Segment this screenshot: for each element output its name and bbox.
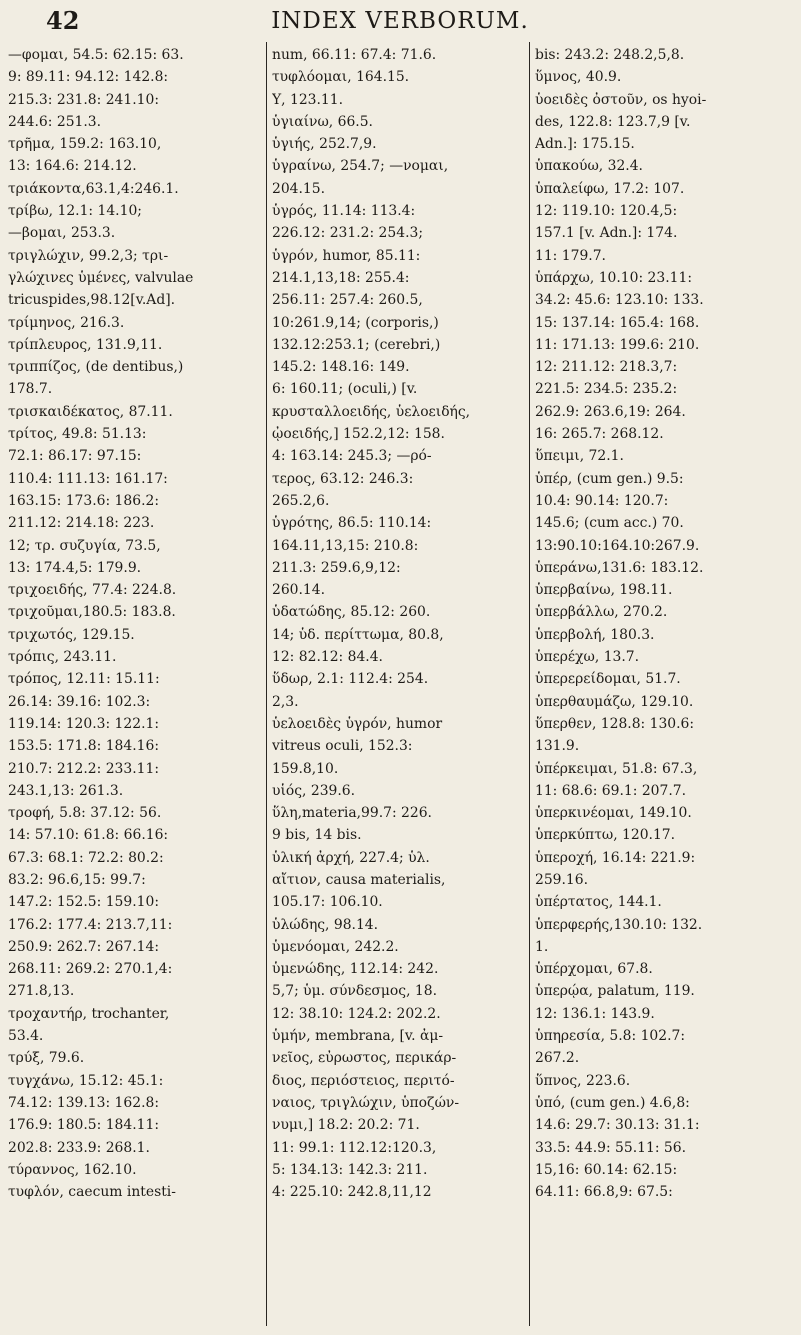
index-line: ὑπό, (cum gen.) 4.6,8: — [535, 1094, 690, 1111]
index-line: 16: 265.7: 268.12. — [535, 426, 664, 443]
index-line: 2,3. — [272, 693, 299, 710]
index-line: ὑπεράνω,131.6: 183.12. — [535, 559, 704, 576]
index-line: τρόπις, 243.11. — [8, 649, 117, 666]
index-line: 26.14: 39.16: 102.3: — [8, 693, 151, 710]
index-line: ναιος, τριγλώχιν, ὑποζών- — [272, 1094, 460, 1111]
index-line: 15: 137.14: 165.4: 168. — [535, 314, 700, 331]
index-line: 105.17: 106.10. — [272, 894, 383, 911]
index-column-3 — [535, 44, 795, 1203]
index-line: 12: 38.10: 124.2: 202.2. — [272, 1005, 441, 1022]
index-line: 13:90.10:164.10:267.9. — [535, 537, 700, 554]
index-line: 145.6; (cum acc.) 70. — [535, 515, 684, 532]
index-line: ὑπάρχω, 10.10: 23.11: — [535, 269, 693, 286]
index-line: κρυσταλλοειδής, ὑελοειδής, — [272, 403, 471, 420]
index-line: 110.4: 111.13: 161.17: — [8, 470, 168, 487]
index-line: ὑπερερείδομαι, 51.7. — [535, 671, 681, 688]
index-line: τρῆμα, 159.2: 163.10, — [8, 136, 162, 153]
index-line: 4: 225.10: 242.8,11,12 — [272, 1184, 432, 1201]
index-line: 176.9: 180.5: 184.11: — [8, 1117, 160, 1134]
index-line: ὕπειμι, 72.1. — [535, 448, 624, 465]
index-line: vitreus oculi, 152.3: — [272, 738, 413, 755]
index-line: 15,16: 60.14: 62.15: — [535, 1161, 678, 1178]
index-line: 13: 164.6: 214.12. — [8, 158, 137, 175]
index-line: ὕδωρ, 2.1: 112.4: 254. — [272, 671, 429, 688]
index-line: 265.2,6. — [272, 492, 330, 509]
index-line: 163.15: 173.6: 186.2: — [8, 492, 160, 509]
index-line: τρίπλευρος, 131.9,11. — [8, 336, 163, 353]
index-line: Υ, 123.11. — [272, 91, 344, 108]
index-line: 11: 179.7. — [535, 247, 606, 264]
index-line: τύραννος, 162.10. — [8, 1161, 137, 1178]
index-line: 1. — [535, 938, 549, 955]
index-line: 12: 136.1: 143.9. — [535, 1005, 655, 1022]
index-line: 9 bis, 14 bis. — [272, 827, 362, 844]
index-line: —βομαι, 253.3. — [8, 225, 116, 242]
index-line: ὑπερκινέομαι, 149.10. — [535, 805, 692, 822]
index-line: 159.8,10. — [272, 760, 339, 777]
index-line: 11: 68.6: 69.1: 207.7. — [535, 782, 686, 799]
index-line: ὕλη,materia,99.7: 226. — [272, 805, 432, 822]
index-line: 11: 99.1: 112.12:120.3, — [272, 1139, 437, 1156]
index-line: 214.1,13,18: 255.4: — [272, 269, 410, 286]
index-line: 12: 82.12: 84.4. — [272, 649, 383, 666]
index-line: 74.12: 139.13: 162.8: — [8, 1094, 160, 1111]
index-line: τερος, 63.12: 246.3: — [272, 470, 414, 487]
index-line: ὑγιής, 252.7,9. — [272, 136, 377, 153]
index-line: τυφλόομαι, 164.15. — [272, 69, 410, 86]
index-line: 157.1 [v. Adn.]: 174. — [535, 225, 678, 242]
index-line: 83.2: 96.6,15: 99.7: — [8, 871, 146, 888]
index-line: τρίβω, 12.1: 14.10; — [8, 203, 142, 220]
index-line: des, 122.8: 123.7,9 [v. — [535, 113, 691, 130]
index-line: ὑδατώδης, 85.12: 260. — [272, 604, 431, 621]
index-line: 202.8: 233.9: 268.1. — [8, 1139, 150, 1156]
index-line: υἱός, 239.6. — [272, 782, 356, 799]
index-line: ὑπερβολή, 180.3. — [535, 626, 655, 643]
index-line: ὕπνος, 223.6. — [535, 1072, 631, 1089]
index-line: τριχωτός, 129.15. — [8, 626, 135, 643]
index-line: τυγχάνω, 15.12: 45.1: — [8, 1072, 164, 1089]
index-line: 262.9: 263.6,19: 264. — [535, 403, 686, 420]
index-line: ὑπακούω, 32.4. — [535, 158, 643, 175]
index-line: 153.5: 171.8: 184.16: — [8, 738, 160, 755]
index-line: τρίτος, 49.8: 51.13: — [8, 426, 147, 443]
index-line: ὑλώδης, 98.14. — [272, 916, 379, 933]
index-line: 4: 163.14: 245.3; —ρό- — [272, 448, 432, 465]
index-line: 215.3: 231.8: 241.10: — [8, 91, 160, 108]
index-line: γλώχινες ὑμένες, valvulae — [8, 269, 194, 286]
index-line: tricuspides,98.12[v.Ad]. — [8, 292, 176, 309]
index-line: αἴτιον, causa materialis, — [272, 871, 446, 888]
index-line: ὑοειδὲς ὀστοῦν, os hyoi- — [535, 91, 707, 108]
index-line: ὑπερέχω, 13.7. — [535, 649, 640, 666]
index-line: τρισκαιδέκατος, 87.11. — [8, 403, 173, 420]
index-line: ὑμενόομαι, 242.2. — [272, 938, 399, 955]
index-line: νεῖος, εὐρωστος, περικάρ- — [272, 1050, 457, 1067]
index-line: 256.11: 257.4: 260.5, — [272, 292, 423, 309]
index-line: 33.5: 44.9: 55.11: 56. — [535, 1139, 686, 1156]
index-line: ὑπερκύπτω, 120.17. — [535, 827, 676, 844]
index-line: —φομαι, 54.5: 62.15: 63. — [8, 47, 184, 63]
index-line: 268.11: 269.2: 270.1,4: — [8, 961, 173, 978]
index-line: διος, περιόστειος, περιτό- — [272, 1072, 455, 1089]
index-line: 14: 57.10: 61.8: 66.16: — [8, 827, 169, 844]
index-line: ὑπέρτατος, 144.1. — [535, 894, 662, 911]
index-line: 221.5: 234.5: 235.2: — [535, 381, 678, 398]
index-line: 131.9. — [535, 738, 580, 755]
index-line: 147.2: 152.5: 159.10: — [8, 894, 160, 911]
index-line: τριχοειδής, 77.4: 224.8. — [8, 582, 177, 599]
index-column-1 — [8, 44, 262, 1203]
index-line: ὑγραίνω, 254.7; —νομαι, — [272, 158, 449, 175]
index-line: ὑλική ἀρχή, 227.4; ὑλ. — [272, 849, 430, 866]
running-title: INDEX VERBORUM. — [271, 8, 529, 34]
index-line: τροφή, 5.8: 37.12: 56. — [8, 805, 162, 822]
index-line: ὑπερῴα, palatum, 119. — [535, 983, 695, 1000]
index-line: Adn.]: 175.15. — [535, 136, 635, 153]
index-line: 72.1: 86.17: 97.15: — [8, 448, 142, 465]
index-line: 10.4: 90.14: 120.7: — [535, 492, 669, 509]
index-line: ὑπερβαίνω, 198.11. — [535, 582, 673, 599]
index-line: 14.6: 29.7: 30.13: 31.1: — [535, 1117, 700, 1134]
index-line: ὑπερβάλλω, 270.2. — [535, 604, 668, 621]
index-line: τριχοῦμαι,180.5: 183.8. — [8, 604, 176, 621]
index-line: 12; τρ. συζυγία, 73.5, — [8, 537, 161, 554]
index-line: ὑγρόν, humor, 85.11: — [272, 247, 421, 264]
index-line: 178.7. — [8, 381, 53, 398]
index-line: 9: 89.11: 94.12: 142.8: — [8, 69, 169, 86]
index-line: τριππίζος, (de dentibus,) — [8, 359, 184, 376]
index-line: τρίμηνος, 216.3. — [8, 314, 125, 331]
index-line: 267.2. — [535, 1050, 580, 1067]
index-line: νυμι,] 18.2: 20.2: 71. — [272, 1117, 420, 1134]
index-line: 12: 211.12: 218.3,7: — [535, 359, 678, 376]
index-line: τυφλόν, caecum intesti- — [8, 1184, 176, 1201]
index-line: ὑπαλείφω, 17.2: 107. — [535, 180, 685, 197]
index-line: 6: 160.11; (oculi,) [v. — [272, 381, 418, 398]
index-line: τροχαντήρ, trochanter, — [8, 1005, 170, 1022]
index-line: 14; ὑδ. περίττωμα, 80.8, — [272, 626, 444, 643]
page-number: 42 — [46, 6, 80, 35]
index-line: ὑελοειδὲς ὑγρόν, humor — [272, 715, 443, 732]
index-line: 226.12: 231.2: 254.3; — [272, 225, 424, 242]
index-line: 34.2: 45.6: 123.10: 133. — [535, 292, 704, 309]
index-line: 244.6: 251.3. — [8, 113, 102, 130]
index-line: 210.7: 212.2: 233.11: — [8, 760, 160, 777]
index-line: 5,7; ὑμ. σύνδεσμος, 18. — [272, 983, 437, 1000]
index-line: 12: 119.10: 120.4,5: — [535, 203, 678, 220]
index-line: 164.11,13,15: 210.8: — [272, 537, 419, 554]
index-line: 243.1,13: 261.3. — [8, 782, 124, 799]
index-line: 145.2: 148.16: 149. — [272, 359, 410, 376]
index-line: τριγλώχιν, 99.2,3; τρι- — [8, 247, 169, 264]
index-line: τρύξ, 79.6. — [8, 1050, 85, 1067]
index-line: 176.2: 177.4: 213.7,11: — [8, 916, 173, 933]
index-line: 259.16. — [535, 871, 589, 888]
index-line: ὑπηρεσία, 5.8: 102.7: — [535, 1028, 686, 1045]
index-line: ὑγρότης, 86.5: 110.14: — [272, 515, 432, 532]
index-line: 250.9: 262.7: 267.14: — [8, 938, 160, 955]
index-line: ὑμενώδης, 112.14: 242. — [272, 961, 439, 978]
index-column-2 — [272, 44, 524, 1203]
index-line: ὑπέρχομαι, 67.8. — [535, 961, 653, 978]
index-line: 271.8,13. — [8, 983, 75, 1000]
index-line: 11: 171.13: 199.6: 210. — [535, 336, 700, 353]
index-line: 13: 174.4,5: 179.9. — [8, 559, 142, 576]
index-line: 132.12:253.1; (cerebri,) — [272, 336, 441, 353]
index-line: ὕπερθεν, 128.8: 130.6: — [535, 715, 695, 732]
index-line: ὑπερφερής,130.10: 132. — [535, 916, 703, 933]
index-line: ὕμνος, 40.9. — [535, 69, 622, 86]
index-line: bis: 243.2: 248.2,5,8. — [535, 47, 685, 63]
index-line: τριάκοντα,63.1,4:246.1. — [8, 180, 179, 197]
index-line: ὑγιαίνω, 66.5. — [272, 113, 373, 130]
column-divider — [266, 42, 267, 1326]
index-line: 64.11: 66.8,9: 67.5: — [535, 1184, 673, 1201]
page-header — [0, 6, 801, 42]
index-line: ὑπέρ, (cum gen.) 9.5: — [535, 470, 684, 487]
index-line: ὑμήν, membrana, [v. ἀμ- — [272, 1028, 444, 1045]
index-line: ὑγρός, 11.14: 113.4: — [272, 203, 416, 220]
index-line: num, 66.11: 67.4: 71.6. — [272, 47, 437, 63]
index-line: ὑπερθαυμάζω, 129.10. — [535, 693, 694, 710]
index-line: 260.14. — [272, 582, 326, 599]
index-line: τρόπος, 12.11: 15.11: — [8, 671, 160, 688]
index-line: 211.12: 214.18: 223. — [8, 515, 155, 532]
index-line: 211.3: 259.6,9,12: — [272, 559, 401, 576]
index-line: ὑπεροχή, 16.14: 221.9: — [535, 849, 696, 866]
index-line: 10:261.9,14; (corporis,) — [272, 314, 439, 331]
index-line: 67.3: 68.1: 72.2: 80.2: — [8, 849, 164, 866]
index-line: 53.4. — [8, 1028, 44, 1045]
index-line: ὑπέρκειμαι, 51.8: 67.3, — [535, 760, 698, 777]
index-line: 5: 134.13: 142.3: 211. — [272, 1161, 428, 1178]
index-line: 119.14: 120.3: 122.1: — [8, 715, 160, 732]
index-line: ᾠοειδής,] 152.2,12: 158. — [272, 426, 445, 443]
index-line: 204.15. — [272, 180, 326, 197]
column-divider — [529, 42, 530, 1326]
